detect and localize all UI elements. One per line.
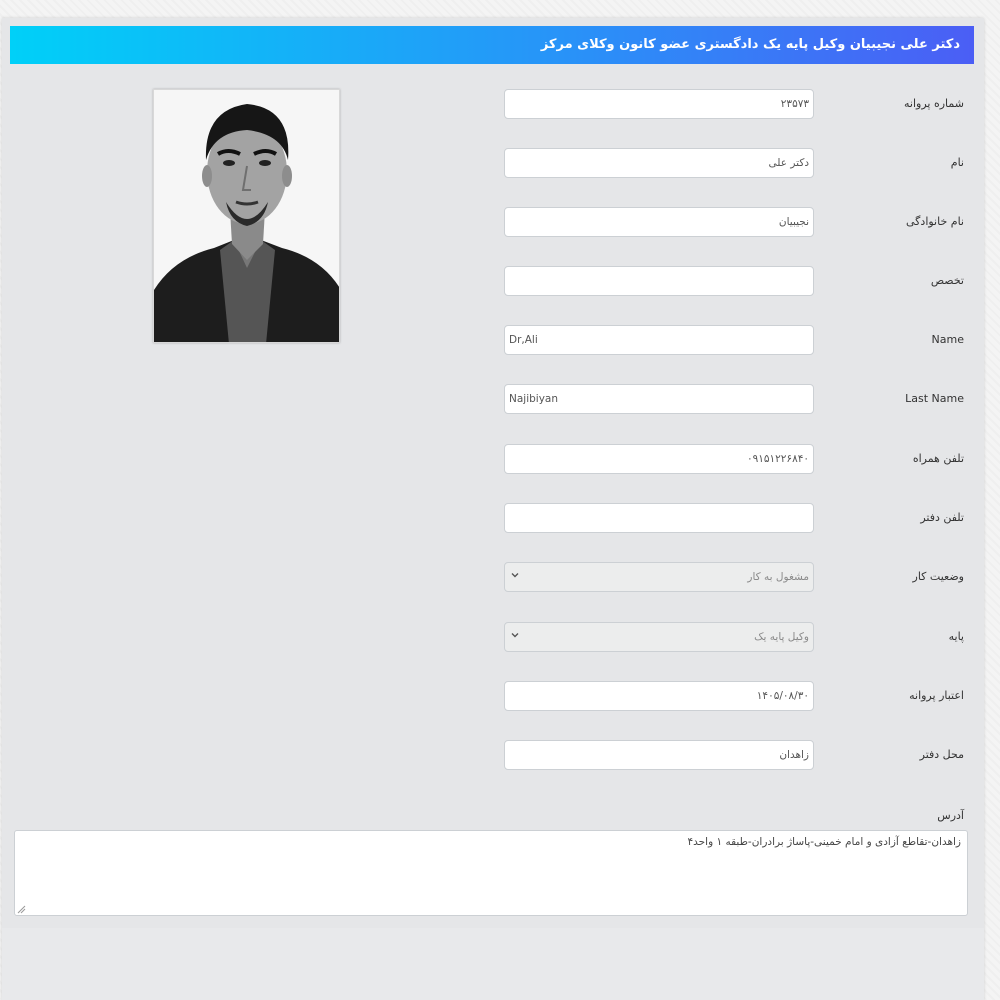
grade-label: پایه: [948, 630, 964, 643]
license-number-input[interactable]: [504, 89, 814, 119]
resize-grip-icon[interactable]: [16, 904, 26, 914]
mobile-label: تلفن همراه: [912, 452, 964, 465]
grade-value[interactable]: [504, 622, 814, 652]
first-name-row: [2, 148, 984, 178]
last-name-row: [2, 207, 984, 237]
name-en-label: Name: [931, 333, 964, 346]
last-name-input[interactable]: [504, 207, 814, 237]
last-name-en-label: Last Name: [905, 392, 964, 405]
license-validity-row: [2, 681, 984, 711]
office-location-row: [2, 740, 984, 770]
office-location-input[interactable]: [504, 740, 814, 770]
address-textarea[interactable]: [14, 830, 968, 916]
specialty-row: [2, 266, 984, 296]
grade-select[interactable]: [504, 622, 814, 652]
name-en-input[interactable]: [504, 325, 814, 355]
office-phone-row: [2, 503, 984, 533]
license-validity-label: اعتبار پروانه: [909, 689, 964, 702]
grade-row: [2, 622, 984, 652]
office-location-label: محل دفتر: [919, 748, 964, 761]
first-name-input[interactable]: [504, 148, 814, 178]
work-status-select[interactable]: [504, 562, 814, 592]
work-status-value[interactable]: [504, 562, 814, 592]
mobile-input[interactable]: [504, 444, 814, 474]
specialty-input[interactable]: [504, 266, 814, 296]
chevron-down-icon: [510, 570, 520, 580]
last-name-en-row: [2, 384, 984, 414]
last-name-label: نام خانوادگی: [906, 215, 964, 228]
mobile-row: [2, 444, 984, 474]
office-phone-input[interactable]: [504, 503, 814, 533]
license-number-row: [2, 89, 984, 119]
page-title: دکتر علی نجیبیان وکیل پایه یک دادگستری عضو کانون وکلای مرکز: [10, 26, 974, 64]
last-name-en-input[interactable]: [504, 384, 814, 414]
lawyer-profile-panel: [2, 18, 984, 1000]
specialty-label: تخصص: [930, 274, 964, 287]
license-validity-input[interactable]: [504, 681, 814, 711]
panel-footer: [2, 928, 984, 1000]
office-phone-label: تلفن دفتر: [920, 511, 964, 524]
name-en-row: [2, 325, 984, 355]
first-name-label: نام: [950, 156, 964, 169]
license-number-label: شماره پروانه: [904, 97, 964, 110]
address-label: آدرس: [937, 809, 964, 822]
work-status-label: وضعیت کار: [912, 570, 964, 583]
chevron-down-icon: [510, 630, 520, 640]
work-status-row: [2, 562, 984, 592]
